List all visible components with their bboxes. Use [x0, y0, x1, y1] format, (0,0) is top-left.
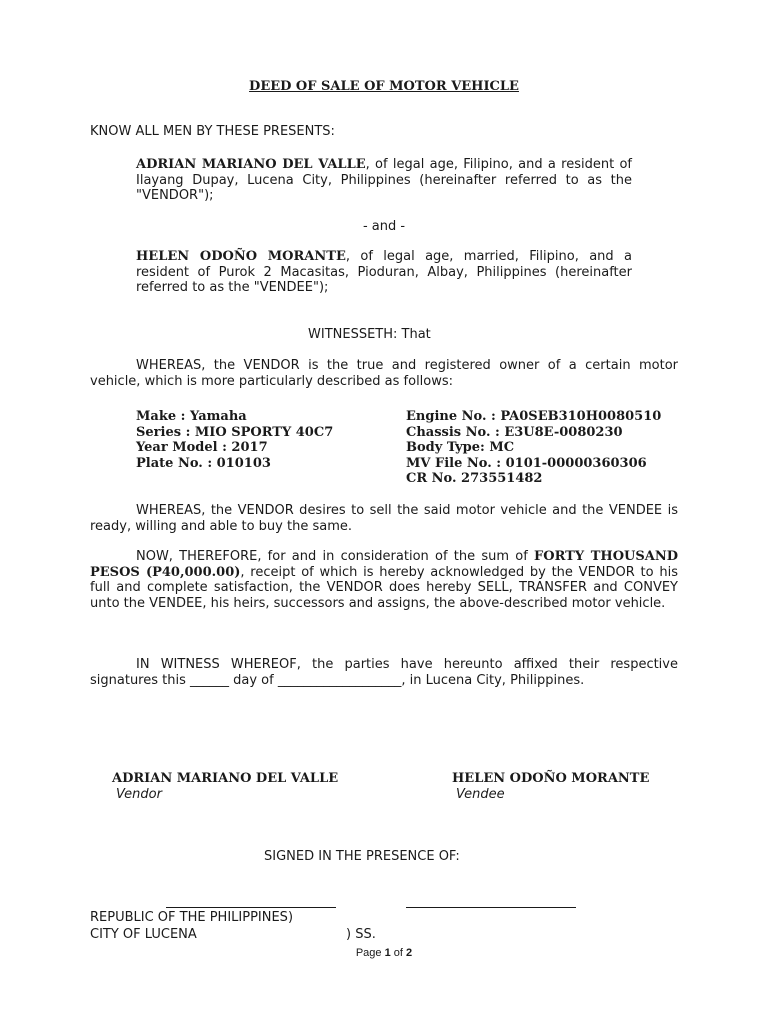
witnesseth-heading: WITNESSETH: That — [308, 327, 431, 342]
witness-signature-line-2 — [406, 907, 576, 908]
consideration-intro: NOW, THEREFORE, for and in consideration of the sum of — [136, 549, 535, 564]
and-separator: - and - — [362, 219, 406, 234]
vehicle-make: Make : Yamaha — [136, 409, 247, 424]
signed-presence-heading: SIGNED IN THE PRESENCE OF: — [264, 849, 460, 864]
vendor-signature-block — [112, 771, 338, 802]
ss-label: ) SS. — [346, 927, 376, 942]
republic-line: REPUBLIC OF THE PHILIPPINES) — [90, 910, 294, 925]
page-label: Page — [355, 947, 382, 959]
page-total: 2 — [406, 947, 413, 959]
witness-whereof-paragraph: IN WITNESS WHEREOF, the parties have hereunto affixed their respective signatures this ______ day of ___________________, in Lucena City, Philippines. — [90, 657, 678, 688]
vehicle-cr-number: CR No. 273551482 — [406, 471, 543, 486]
whereas-owner-paragraph: WHEREAS, the VENDOR is the true and registered owner of a certain motor vehicle, which is more particularly described as follows: — [90, 358, 678, 389]
vehicle-specs-right — [406, 409, 661, 487]
vehicle-series: Series : MIO SPORTY 40C7 — [136, 424, 334, 440]
consideration-terms: , receipt of which is hereby acknowledged by the VENDOR to his full and complete satisfaction, the VENDOR does hereby SELL, TRANSFER and CONVEY unto the VENDEE, his heirs, successors and assigns, the above-described motor vehicle. — [90, 564, 678, 611]
vendee-signature-name: HELEN ODOÑO MORANTE — [452, 771, 650, 786]
vendor-description: , of legal age, Filipino, and a resident of Ilayang Dupay, Lucena City, Philippines (hereinafter referred to as the "VENDOR"); — [136, 157, 632, 203]
vehicle-specs-left — [136, 409, 333, 471]
city-line: CITY OF LUCENA — [90, 927, 197, 942]
consideration-amount: FORTY THOUSAND PESOS (P40,000.00) — [90, 549, 678, 580]
vendor-signature-name: ADRIAN MARIANO DEL VALLE — [112, 771, 339, 786]
whereas-sell-paragraph: WHEREAS, the VENDOR desires to sell the said motor vehicle and the VENDEE is ready, willing and able to buy the same. — [90, 503, 678, 534]
vendor-name: ADRIAN MARIANO DEL VALLE — [136, 157, 366, 172]
document-title: DEED OF SALE OF MOTOR VEHICLE — [249, 79, 519, 94]
page-footer — [0, 947, 768, 959]
vendee-name: HELEN ODOÑO MORANTE — [136, 249, 346, 264]
vendor-paragraph — [136, 157, 632, 204]
vehicle-year: Year Model : 2017 — [136, 440, 268, 455]
of-label: of — [393, 947, 403, 959]
page-number: 1 — [384, 947, 391, 959]
vendee-description: , of legal age, married, Filipino, and a resident of Purok 2 Macasitas, Pioduran, Albay, Philippines (hereinafter referred to as the "VENDEE"); — [136, 249, 632, 295]
know-all-line: KNOW ALL MEN BY THESE PRESENTS: — [90, 124, 335, 139]
vehicle-engine: Engine No. : PA0SEB310H0080510 — [406, 409, 662, 424]
vehicle-body-type: Body Type: MC — [406, 440, 515, 455]
witness-signature-line-1 — [166, 907, 336, 908]
vehicle-mv-file: MV File No. : 0101-00000360306 — [406, 455, 647, 471]
vendor-role: Vendor — [116, 787, 162, 802]
vendee-paragraph — [136, 249, 632, 296]
vehicle-plate: Plate No. : 010103 — [136, 455, 271, 471]
vendee-signature-block — [452, 771, 649, 802]
vendee-role: Vendee — [456, 787, 505, 802]
consideration-paragraph — [90, 549, 678, 611]
vehicle-chassis: Chassis No. : E3U8E-0080230 — [406, 424, 623, 440]
